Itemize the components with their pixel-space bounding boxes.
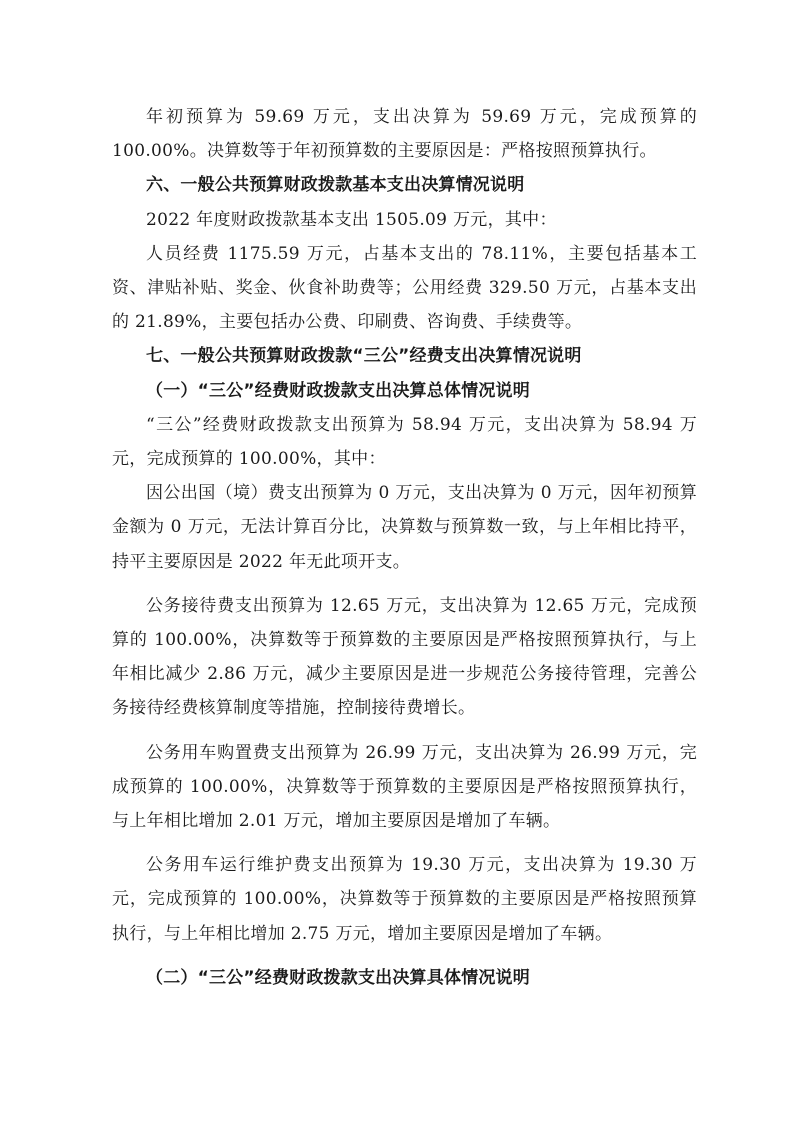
paragraph-spacer: [112, 951, 697, 961]
paragraph-budget-completion: 年初预算为 59.69 万元，支出决算为 59.69 万元，完成预算的 100.00%。决算数等于年初预算数的主要原因是：严格按照预算执行。: [112, 107, 697, 162]
paragraph-spacer: [112, 726, 697, 736]
heading-subsection-2: （二）“三公”经费财政拨款支出决算具体情况说明: [146, 967, 530, 988]
document-body: [112, 100, 697, 995]
paragraph-spacer: [112, 838, 697, 848]
paragraph-overseas-travel: 因公出国（境）费支出预算为 0 万元，支出决算为 0 万元，因年初预算金额为 0 万元，无法计算百分比，决算数与预算数一致，与上年相比持平，持平主要原因是 2022 年无此项开支。: [112, 483, 697, 572]
heading-section-7: 七、一般公共预算财政拨款“三公”经费支出决算情况说明: [146, 346, 582, 367]
paragraph-personnel-public-expenses: 人员经费 1175.59 万元，占基本支出的 78.11%，主要包括基本工资、津贴补贴、奖金、伙食补助费等；公用经费 329.50 万元，占基本支出的 21.89%，主要包括办公费、印刷费、咨询费、手续费等。: [112, 243, 697, 333]
heading-section-6: 六、一般公共预算财政拨款基本支出决算情况说明: [146, 175, 525, 196]
paragraph-vehicle-operation: 公务用车运行维护费支出预算为 19.30 万元，支出决算为 19.30 万元，完成预算的 100.00%，决算数等于预算数的主要原因是严格按照预算执行，与上年相比增加 2.75 万元，增加主要原因是增加了车辆。: [112, 855, 697, 944]
paragraph-spacer: [112, 579, 697, 589]
paragraph-basic-expenditure-total: 2022 年度财政拨款基本支出 1505.09 万元，其中：: [146, 209, 557, 230]
paragraph-vehicle-purchase: 公务用车购置费支出预算为 26.99 万元，支出决算为 26.99 万元，完成预算的 100.00%，决算数等于预算数的主要原因是严格按照预算执行，与上年相比增加 2.01 万元，增加主要原因是增加了车辆。: [112, 742, 697, 832]
paragraph-three-public-total: “三公”经费财政拨款支出预算为 58.94 万元，支出决算为 58.94 万元，完成预算的 100.00%，其中：: [112, 414, 697, 470]
paragraph-official-reception: 公务接待费支出预算为 12.65 万元，支出决算为 12.65 万元，完成预算的 100.00%，决算数等于预算数的主要原因是严格按照预算执行，与上年相比减少 2.86 万元，减少主要原因是进一步规范公务接待管理，完善公务接待经费核算制度等措施，控制接待费增长。: [112, 595, 697, 719]
heading-subsection-1: （一）“三公”经费财政拨款支出决算总体情况说明: [146, 380, 530, 401]
